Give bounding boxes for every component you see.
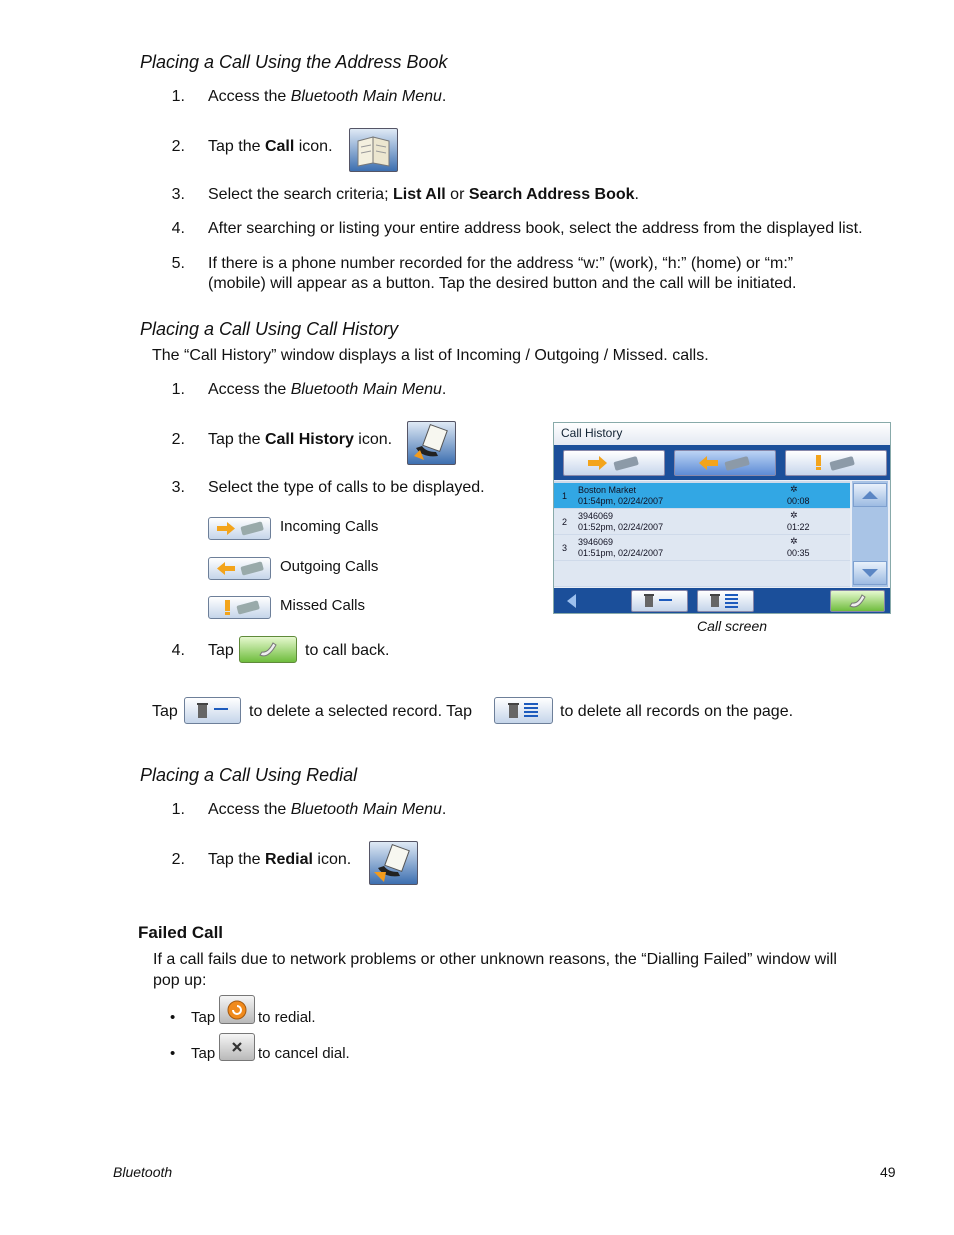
row-datetime: 01:51pm, 02/24/2007	[578, 548, 664, 558]
tab-missed[interactable]	[785, 450, 887, 476]
heading-call-history: Placing a Call Using Call History	[140, 319, 399, 339]
page-number: 49	[880, 1164, 896, 1180]
step-number: 1.	[171, 381, 185, 398]
step-text: Access the Bluetooth Main Menu.	[208, 801, 447, 818]
call-history-screen	[553, 422, 891, 614]
incoming-calls-label: Incoming Calls	[280, 518, 379, 535]
tab-outgoing[interactable]	[674, 450, 776, 476]
delete-selected-button[interactable]	[184, 697, 241, 724]
failed-call-text: pop up:	[153, 972, 207, 989]
clock-icon: ✲	[790, 510, 798, 520]
missed-calls-label: Missed Calls	[280, 597, 366, 614]
heading-redial: Placing a Call Using Redial	[140, 765, 358, 785]
step-number: 2.	[171, 138, 185, 155]
delete-all-button[interactable]	[494, 697, 553, 724]
step-text: to call back.	[305, 642, 390, 659]
delete-all-button[interactable]	[697, 590, 754, 612]
call-history-title-bar	[554, 423, 890, 445]
delete-selected-button[interactable]	[631, 590, 688, 612]
call-record-row[interactable]	[554, 535, 850, 560]
outgoing-calls-label: Outgoing Calls	[280, 558, 379, 575]
step-text: Tap the Redial icon.	[208, 851, 352, 868]
row-name: 3946069	[578, 537, 614, 547]
call-bottom-bar	[554, 588, 890, 613]
step-number: 3.	[171, 479, 185, 496]
bullet-text: Tap	[191, 1009, 216, 1026]
heading-address-book: Placing a Call Using the Address Book	[140, 52, 448, 72]
row-index: 1	[562, 491, 568, 501]
step-text: (mobile) will appear as a button. Tap the desired button and the call will be initiated.	[208, 275, 797, 292]
step-number: 4.	[171, 642, 185, 659]
step-number: 2.	[171, 431, 185, 448]
delete-text: to delete all records on the page.	[560, 703, 794, 720]
bullet-text: to cancel dial.	[258, 1045, 350, 1062]
call-list	[554, 481, 850, 587]
step-number: 4.	[171, 220, 185, 237]
row-name: Boston Market	[578, 485, 637, 495]
outgoing-calls-button[interactable]	[208, 557, 271, 580]
row-index: 3	[562, 543, 568, 553]
redial-button[interactable]	[219, 995, 255, 1024]
clock-icon: ✲	[790, 536, 798, 546]
call-history-icon	[407, 421, 456, 465]
row-duration: 00:35	[787, 548, 810, 558]
step-text: Select the search criteria; List All or Search Address Book.	[208, 186, 639, 203]
delete-text: to delete a selected record. Tap	[249, 703, 472, 720]
redial-icon	[369, 841, 418, 885]
row-duration: 00:08	[787, 496, 810, 506]
call-screen-caption: Call screen	[697, 618, 768, 634]
scroll-down-button[interactable]	[853, 561, 887, 585]
step-text: If there is a phone number recorded for the address “w:” (work), “h:” (home) or “m:”	[208, 255, 794, 272]
step-number: 2.	[171, 851, 185, 868]
bullet-dot: •	[170, 1009, 176, 1026]
bullet-text: to redial.	[258, 1009, 316, 1026]
step-text: Tap the Call icon.	[208, 138, 333, 155]
step-number: 1.	[171, 801, 185, 818]
step-number: 5.	[171, 255, 185, 272]
bullet-dot: •	[170, 1045, 176, 1062]
address-book-icon	[349, 128, 398, 172]
footer-section: Bluetooth	[113, 1164, 173, 1180]
call-history-intro: The “Call History” window displays a list of Incoming / Outgoing / Missed. calls.	[152, 347, 709, 364]
call-record-row[interactable]	[554, 509, 850, 534]
heading-failed-call: Failed Call	[138, 923, 224, 942]
step-text: Tap	[208, 642, 234, 659]
failed-call-text: If a call fails due to network problems or other unknown reasons, the “Dialling Failed” window will	[153, 951, 837, 968]
back-arrow-icon[interactable]	[562, 591, 582, 611]
row-datetime: 01:54pm, 02/24/2007	[578, 496, 664, 506]
clock-icon: ✲	[790, 484, 798, 494]
call-list-scrollbar[interactable]	[852, 481, 888, 587]
call-back-button[interactable]	[239, 636, 297, 663]
row-duration: 01:22	[787, 522, 810, 532]
step-text: Access the Bluetooth Main Menu.	[208, 88, 447, 105]
step-text: Select the type of calls to be displayed.	[208, 479, 485, 496]
row-name: 3946069	[578, 511, 614, 521]
missed-calls-button[interactable]	[208, 596, 271, 619]
tab-incoming[interactable]	[563, 450, 665, 476]
row-datetime: 01:52pm, 02/24/2007	[578, 522, 664, 532]
row-index: 2	[562, 517, 568, 527]
cancel-dial-button[interactable]	[219, 1033, 255, 1061]
step-text: Tap the Call History icon.	[208, 431, 393, 448]
step-text: Access the Bluetooth Main Menu.	[208, 381, 447, 398]
scroll-up-button[interactable]	[853, 483, 887, 507]
call-history-title: Call History	[561, 426, 623, 440]
empty-row	[554, 561, 850, 586]
step-text: After searching or listing your entire address book, select the address from the displayed list.	[208, 220, 863, 237]
step-number: 1.	[171, 88, 185, 105]
delete-text: Tap	[152, 703, 178, 720]
bullet-text: Tap	[191, 1045, 216, 1062]
incoming-calls-button[interactable]	[208, 517, 271, 540]
step-number: 3.	[171, 186, 185, 203]
call-record-row[interactable]	[554, 483, 850, 508]
call-button[interactable]	[830, 590, 885, 612]
